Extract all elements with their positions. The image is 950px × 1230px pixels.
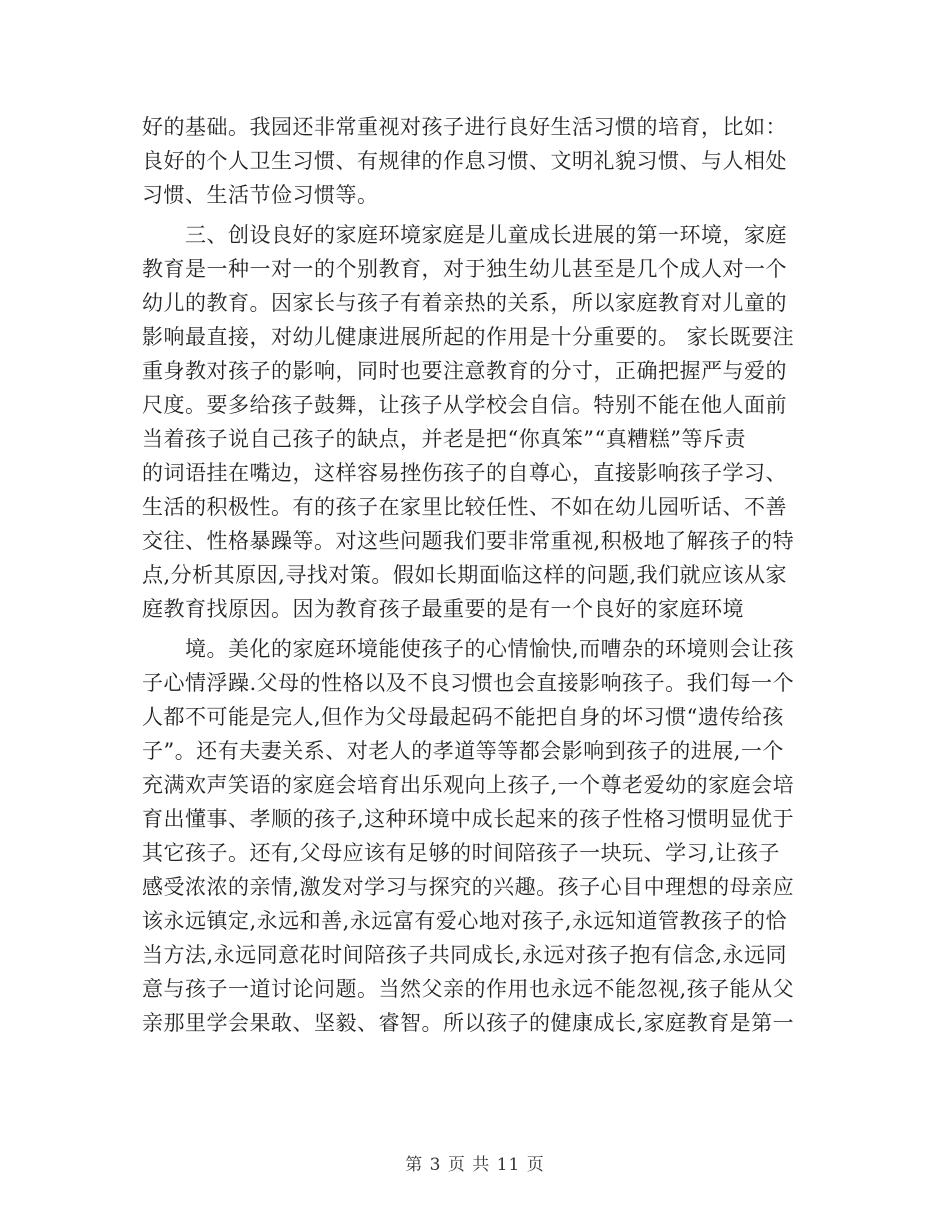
- text-line: 该永远镇定,永远和善,永远富有爱心地对孩子,永远知道管教孩子的恰: [142, 909, 788, 933]
- text-line: 生活的积极性。有的孩子在家里比较任性、不如在幼儿园听话、不善: [142, 495, 787, 519]
- text-line: 尺度。要多给孩子鼓舞，让孩子从学校会自信。特别不能在他人面前: [142, 393, 787, 417]
- text-line: 充满欢声笑语的家庭会培育出乐观向上孩子,一个尊老爱幼的家庭会培: [142, 773, 795, 797]
- text-line: 好的基础。我园还非常重视对孩子进行良好生活习惯的培育，比如：: [142, 115, 787, 139]
- text-line: 良好的个人卫生习惯、有规律的作息习惯、文明礼貌习惯、与人相处: [142, 149, 787, 173]
- text-line: 育出懂事、孝顺的孩子,这种环境中成长起来的孩子性格习惯明显优于: [142, 807, 795, 831]
- text-line: 点,分析其原因,寻找对策。假如长期面临这样的问题,我们就应该从家: [142, 563, 788, 587]
- page-number-footer: 第 3 页 共 11 页: [405, 1155, 545, 1175]
- text-line: 其它孩子。还有,父母应该有足够的时间陪孩子一块玩、学习,让孩子: [142, 841, 780, 865]
- text-line: 感受浓浓的亲情,激发对学习与探究的兴趣。孩子心目中理想的母亲应: [142, 875, 795, 899]
- text-line: 亲那里学会果敢、坚毅、睿智。所以孩子的健康成长,家庭教育是第一: [142, 1011, 795, 1035]
- text-line: 教育是一种一对一的个别教育，对于独生幼儿甚至是几个成人对一个: [142, 257, 787, 281]
- text-line: 子”。还有夫妻关系、对老人的孝道等等都会影响到孩子的进展,一个: [142, 739, 784, 763]
- text-line: 当方法,永远同意花时间陪孩子共同成长,永远对孩子抱有信念,永远同: [142, 943, 788, 967]
- text-line: 交往、性格暴躁等。对这些问题我们要非常重视,积极地了解孩子的特: [142, 529, 795, 553]
- text-line: 人都不可能是完人,但作为父母最起码不能把自身的坏习惯“遗传给孩: [142, 705, 784, 729]
- text-line: 当着孩子说自己孩子的缺点，并老是把“你真笨”“真糟糕”等斥责: [142, 427, 746, 451]
- text-line: 重身教对孩子的影响，同时也要注意教育的分寸，正确把握严与爱的: [142, 359, 787, 383]
- text-line: 幼儿的教育。因家长与孩子有着亲热的关系，所以家庭教育对儿童的: [142, 291, 787, 315]
- section-heading-line: 三、创设良好的家庭环境家庭是儿童成长进展的第一环境，家庭: [142, 223, 787, 247]
- text-line: 庭教育找原因。因为教育孩子最重要的是有一个良好的家庭环境: [142, 597, 744, 621]
- text-line: 影响最直接，对幼儿健康进展所起的作用是十分重要的。 家长既要注: [142, 325, 795, 349]
- text-line: 的词语挂在嘴边，这样容易挫伤孩子的自尊心，直接影响孩子学习、: [142, 461, 787, 485]
- document-body: [142, 110, 808, 1040]
- text-line: 习惯、生活节俭习惯等。: [142, 183, 379, 207]
- text-line: 境。美化的家庭环境能使孩子的心情愉快,而嘈杂的环境则会让孩: [142, 637, 795, 661]
- text-line: 子心情浮躁.父母的性格以及不良习惯也会直接影响孩子。我们每一个: [142, 671, 795, 695]
- text-line: 意与孩子一道讨论问题。当然父亲的作用也永远不能忽视,孩子能从父: [142, 977, 795, 1001]
